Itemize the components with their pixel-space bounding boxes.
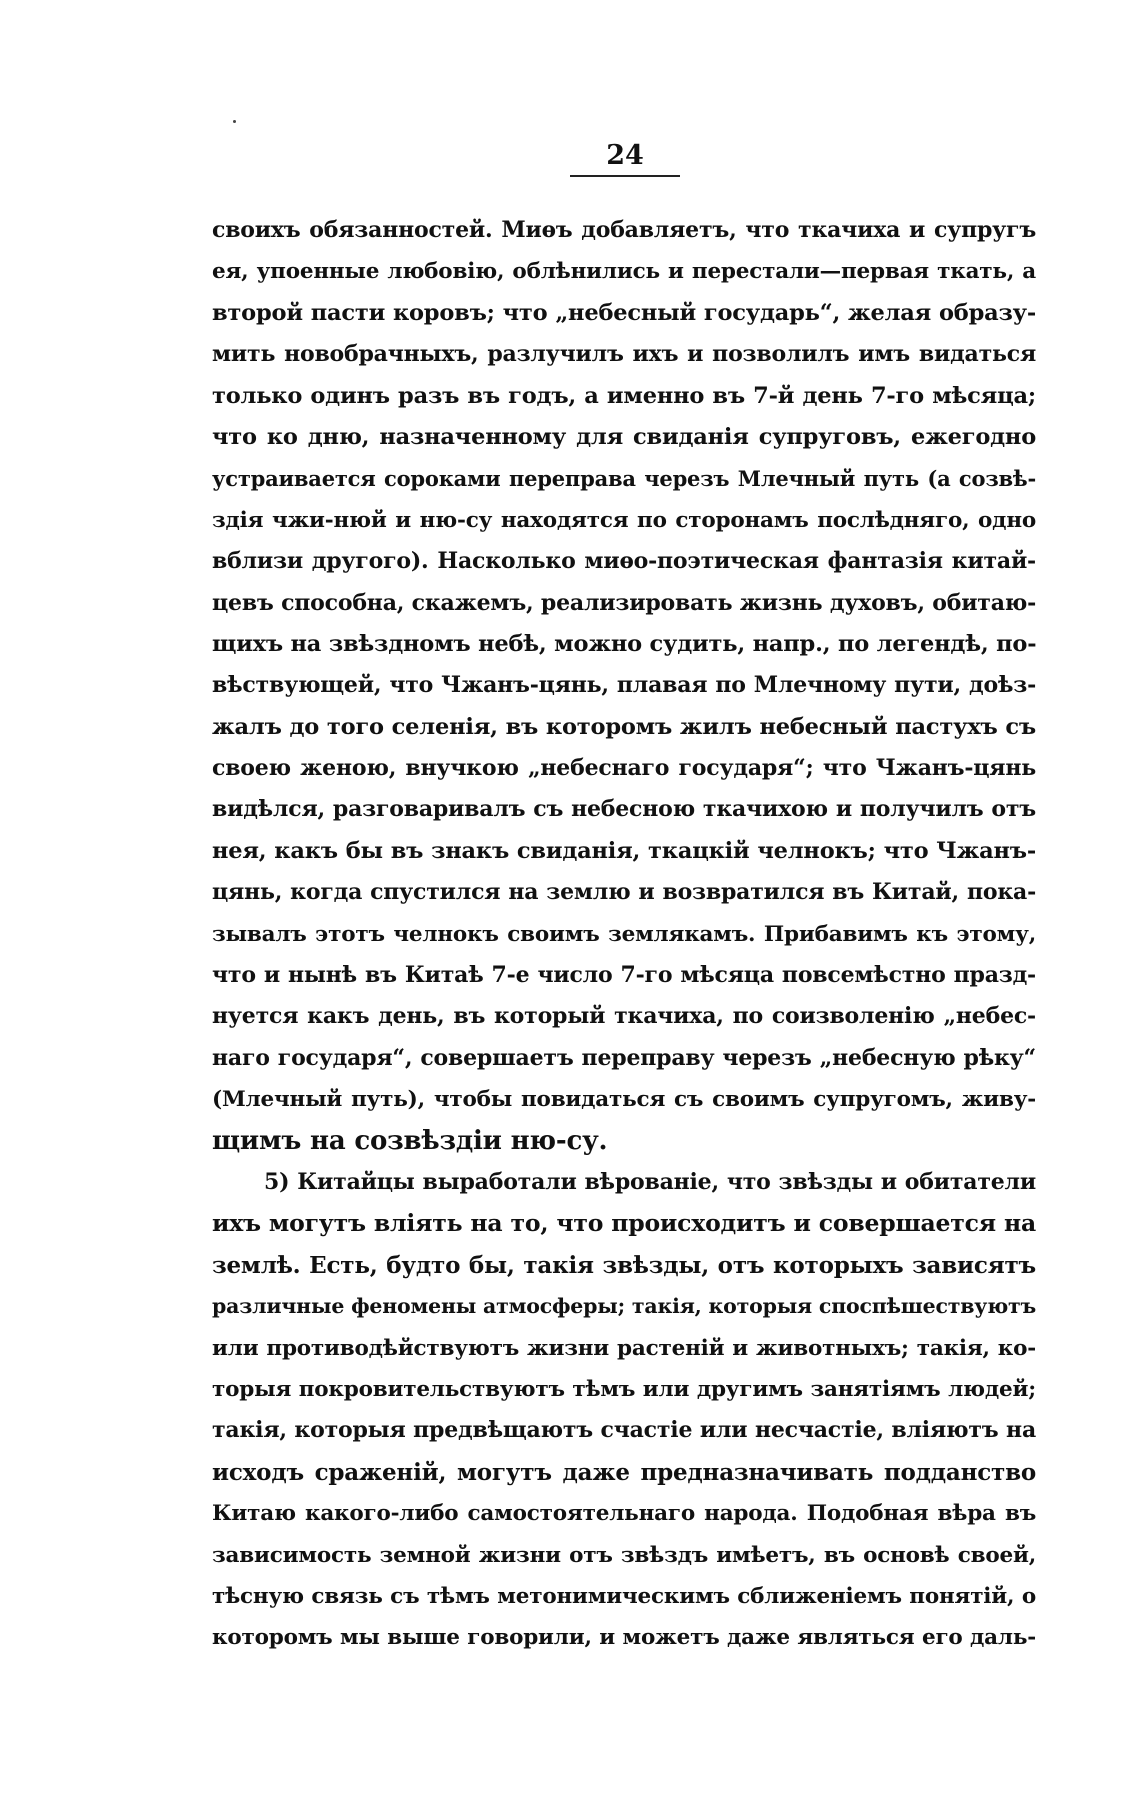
text-line: различные феномены атмосферы; такія, которыя споспѣшествуютъ [212,1294,1036,1319]
text-line: тѣсную связь съ тѣмъ метонимическимъ сближеніемъ понятій, о [212,1583,1036,1609]
text-line: Китаю какого-либо самостоятельнаго народа. Подобная вѣра въ [212,1501,1036,1527]
text-line: вблизи другого). Насколько миѳо-поэтическая фантазія китай- [212,548,1036,575]
body-text [212,210,1036,1659]
text-line: нуется какъ день, въ который ткачиха, по соизволенію „небес- [212,1003,1036,1030]
text-line: (Млечный путь), чтобы повидаться съ своимъ супругомъ, живу- [212,1087,1036,1113]
text-line: устраивается сороками переправа черезъ Млечный путь (а созвѣ- [212,466,1036,492]
text-line: ея, упоенные любовію, облѣнились и перестали—первая ткать, а [212,259,1036,285]
text-line: исходъ сраженій, могутъ даже предназначивать подданство [212,1458,1036,1486]
page-number: 24 [606,140,644,171]
text-line: 5) Китайцы выработали вѣрованіе, что звѣзды и обитатели [264,1168,1036,1195]
text-line: торыя покровительствуютъ тѣмъ или другимъ занятіямъ людей; [212,1376,1036,1402]
text-line: землѣ. Есть, будто бы, такія звѣзды, отъ которыхъ зависятъ [212,1251,1036,1279]
text-line: здія чжи-нюй и ню-су находятся по сторонамъ послѣдняго, одно [212,507,1036,533]
text-line: такія, которыя предвѣщаютъ счастіе или несчастіе, вліяютъ на [212,1417,1036,1444]
text-line: жалъ до того селенія, въ которомъ жилъ небесный пастухъ съ [212,713,1036,740]
text-line: что ко дню, назначенному для свиданія супруговъ, ежегодно [212,423,1036,450]
text-line: щимъ на созвѣздіи ню-су. [212,1125,608,1156]
text-line: видѣлся, разговаривалъ съ небесною ткачихою и получилъ отъ [212,796,1036,823]
text-line: наго государя“, совершаетъ переправу черезъ „небесную рѣку“ [212,1044,1036,1071]
page-number-rule [570,175,680,177]
text-line: цевъ способна, скажемъ, реализировать жизнь духовъ, обитаю- [212,589,1036,616]
text-line: своею женою, внучкою „небеснаго государя“; что Чжанъ-цянь [212,755,1036,782]
paragraph-1 [212,210,1036,1162]
text-line: мить новобрачныхъ, разлучилъ ихъ и позволилъ имъ видаться [212,341,1036,368]
text-line: вѣствующей, что Чжанъ-цянь, плавая по Млечному пути, доѣз- [212,672,1036,699]
print-speck [233,120,236,123]
text-line: только одинъ разъ въ годъ, а именно въ 7-й день 7-го мѣсяца; [212,382,1036,409]
text-line: нея, какъ бы въ знакъ свиданія, ткацкій челнокъ; что Чжанъ- [212,837,1036,864]
text-line: ихъ могутъ влiять на то, что происходитъ и совершается на [212,1209,1036,1238]
text-line: своихъ обязанностей. Миѳъ добавляетъ, что ткачиха и супругъ [212,217,1036,243]
text-line: зависимость земной жизни отъ звѣздъ имѣетъ, въ основѣ своей, [212,1542,1036,1568]
text-line: зывалъ этотъ челнокъ своимъ землякамъ. Прибавимъ къ этому, [212,921,1036,947]
text-line: что и нынѣ въ Китаѣ 7-е число 7-го мѣсяца повсемѣстно празд- [212,962,1036,989]
text-line: или противодѣйствуютъ жизни растеній и животныхъ; такія, ко- [212,1335,1036,1361]
text-line: щихъ на звѣздномъ небѣ, можно судить, напр., по легендѣ, по- [212,630,1036,657]
text-line: которомъ мы выше говорили, и можетъ даже являться его даль- [212,1625,1036,1651]
paragraph-2 [212,1162,1036,1659]
text-line: цянь, когда спустился на землю и возвратился въ Китай, пока- [212,879,1036,906]
text-line: второй пасти коровъ; что „небесный государь“, желая образу- [212,299,1036,326]
